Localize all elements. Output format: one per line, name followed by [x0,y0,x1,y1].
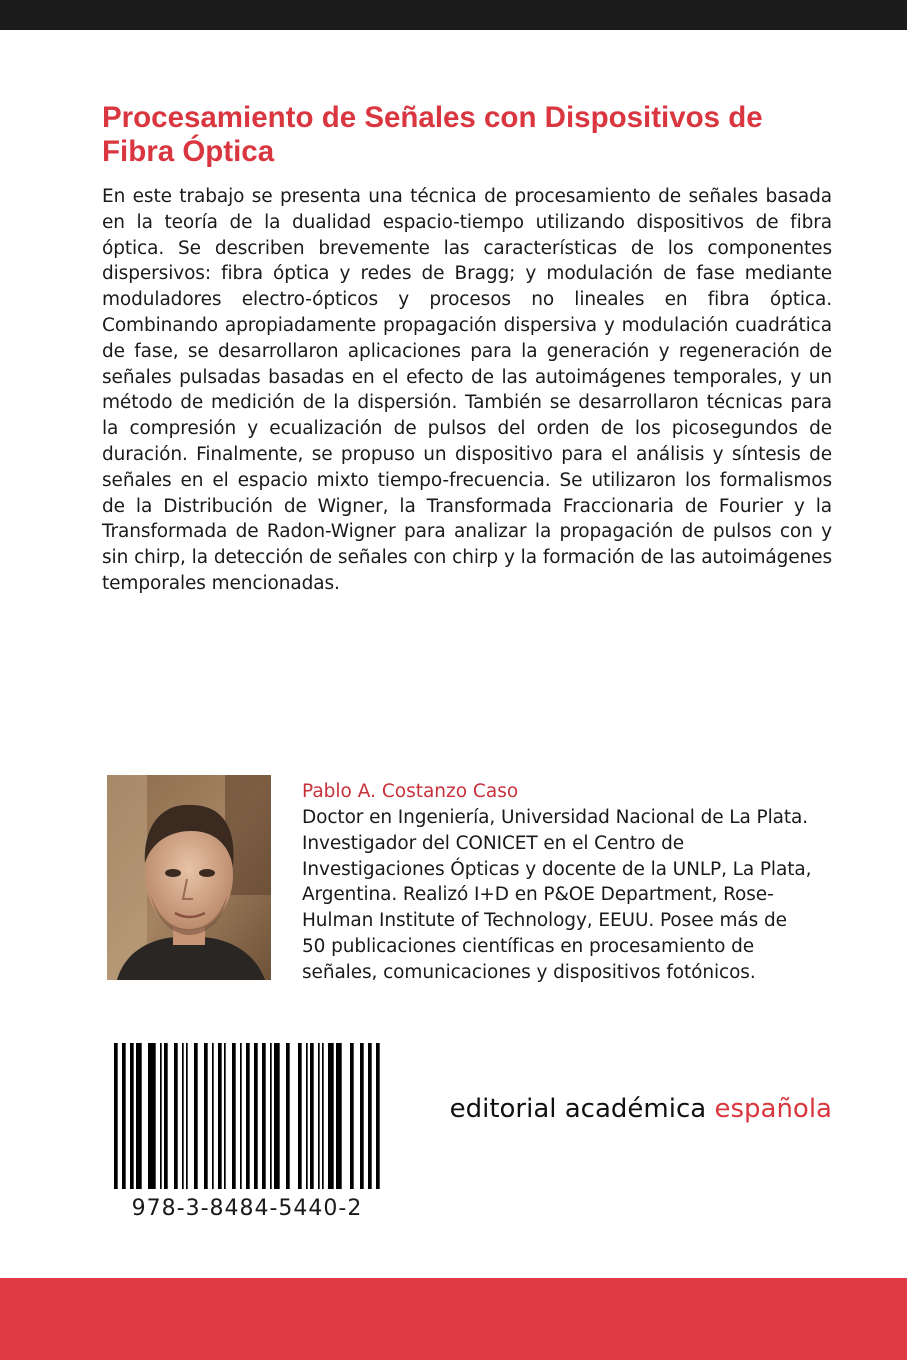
barcode-bar [274,1043,280,1189]
barcode-bar [212,1043,214,1189]
barcode-bar [160,1043,162,1189]
barcode-bar [360,1043,364,1189]
barcode-bar [328,1043,334,1189]
barcode-bar [122,1043,126,1189]
author-photo [107,775,271,980]
barcode-bar [232,1043,236,1189]
barcode-bar [130,1043,134,1189]
barcode-bar [194,1043,198,1189]
barcode-bar [336,1043,342,1189]
publisher-name-part1: editorial académica [449,1094,715,1124]
isbn-number: 978-3-8484-5440-2 [131,1196,363,1221]
barcode-bar [286,1043,290,1189]
barcode-bar [246,1043,250,1189]
barcode [114,1043,380,1189]
barcode-bar [350,1043,354,1189]
barcode-bar [240,1043,242,1189]
barcode-bar [136,1043,142,1189]
barcode-bar [376,1043,380,1189]
barcode-bar [368,1043,372,1189]
barcode-bar [174,1043,178,1189]
barcode-bar [322,1043,324,1189]
author-bio: Doctor en Ingeniería, Universidad Nacional de La Plata. Investigador del CONICET en el Centro de Investigaciones Ópticas y docente de la UNLP, La Plata, Argentina. Realizó I+D en P&OE Department, Rose-Hulman Institute of Technology, EEUU. Posee más de 50 publicaciones científicas en procesamiento de señales, comunicaciones y dispositivos fotónicos. [302,807,812,983]
publisher-name-part2: española [714,1094,832,1124]
barcode-bar [262,1043,266,1189]
abstract-text: En este trabajo se presenta una técnica de procesamiento de señales basada en la teoría de la dualidad espacio-tiempo utilizando dispositivos de fibra óptica. Se describen brevemente las características de los componentes dispersivos: fibra óptica y redes de Bragg; y modulación de fase mediante moduladores electro-ópticos y procesos no lineales en fibra óptica. Combinando apropiadamente propagación dispersiva y modulación cuadrática de fase, se desarrollaron aplicaciones para la generación y regeneración de señales pulsadas basadas en el efecto de las autoimágenes temporales, y un método de medición de la dispersión. También se desarrollaron técnicas para la compresión y ecualización de pulsos del orden de los picosegundos de duración. Finalmente, se propuso un dispositivo para el análisis y síntesis de señales en el espacio mixto tiempo-frecuencia. Se utilizaron los formalismos de la Distribución de Wigner, la Transformada Fraccionaria de Fourier y la Transformada de Radon-Wigner para analizar la propagación de pulsos con y sin chirp, la detección de señales con chirp y la formación de las autoimágenes temporales mencionadas. [102,186,832,594]
barcode-bar [318,1043,320,1189]
barcode-bar [182,1043,184,1189]
barcode-bar [148,1043,156,1189]
author-name: Pablo A. Costanzo Caso [302,781,519,802]
barcode-bar [298,1043,302,1189]
barcode-bar [114,1043,118,1189]
barcode-bar [186,1043,188,1189]
top-bar [0,0,907,30]
book-title: Procesamiento de Señales con Dispositivos de Fibra Óptica [102,101,763,168]
barcode-bar [164,1043,168,1189]
barcode-bar [218,1043,222,1189]
barcode-bar [270,1043,272,1189]
barcode-bar [204,1043,208,1189]
barcode-bar [254,1043,258,1189]
barcode-bar [224,1043,226,1189]
bottom-bar [0,1278,907,1360]
barcode-bar [310,1043,314,1189]
publisher-logo [432,1094,832,1124]
barcode-bar [306,1043,308,1189]
